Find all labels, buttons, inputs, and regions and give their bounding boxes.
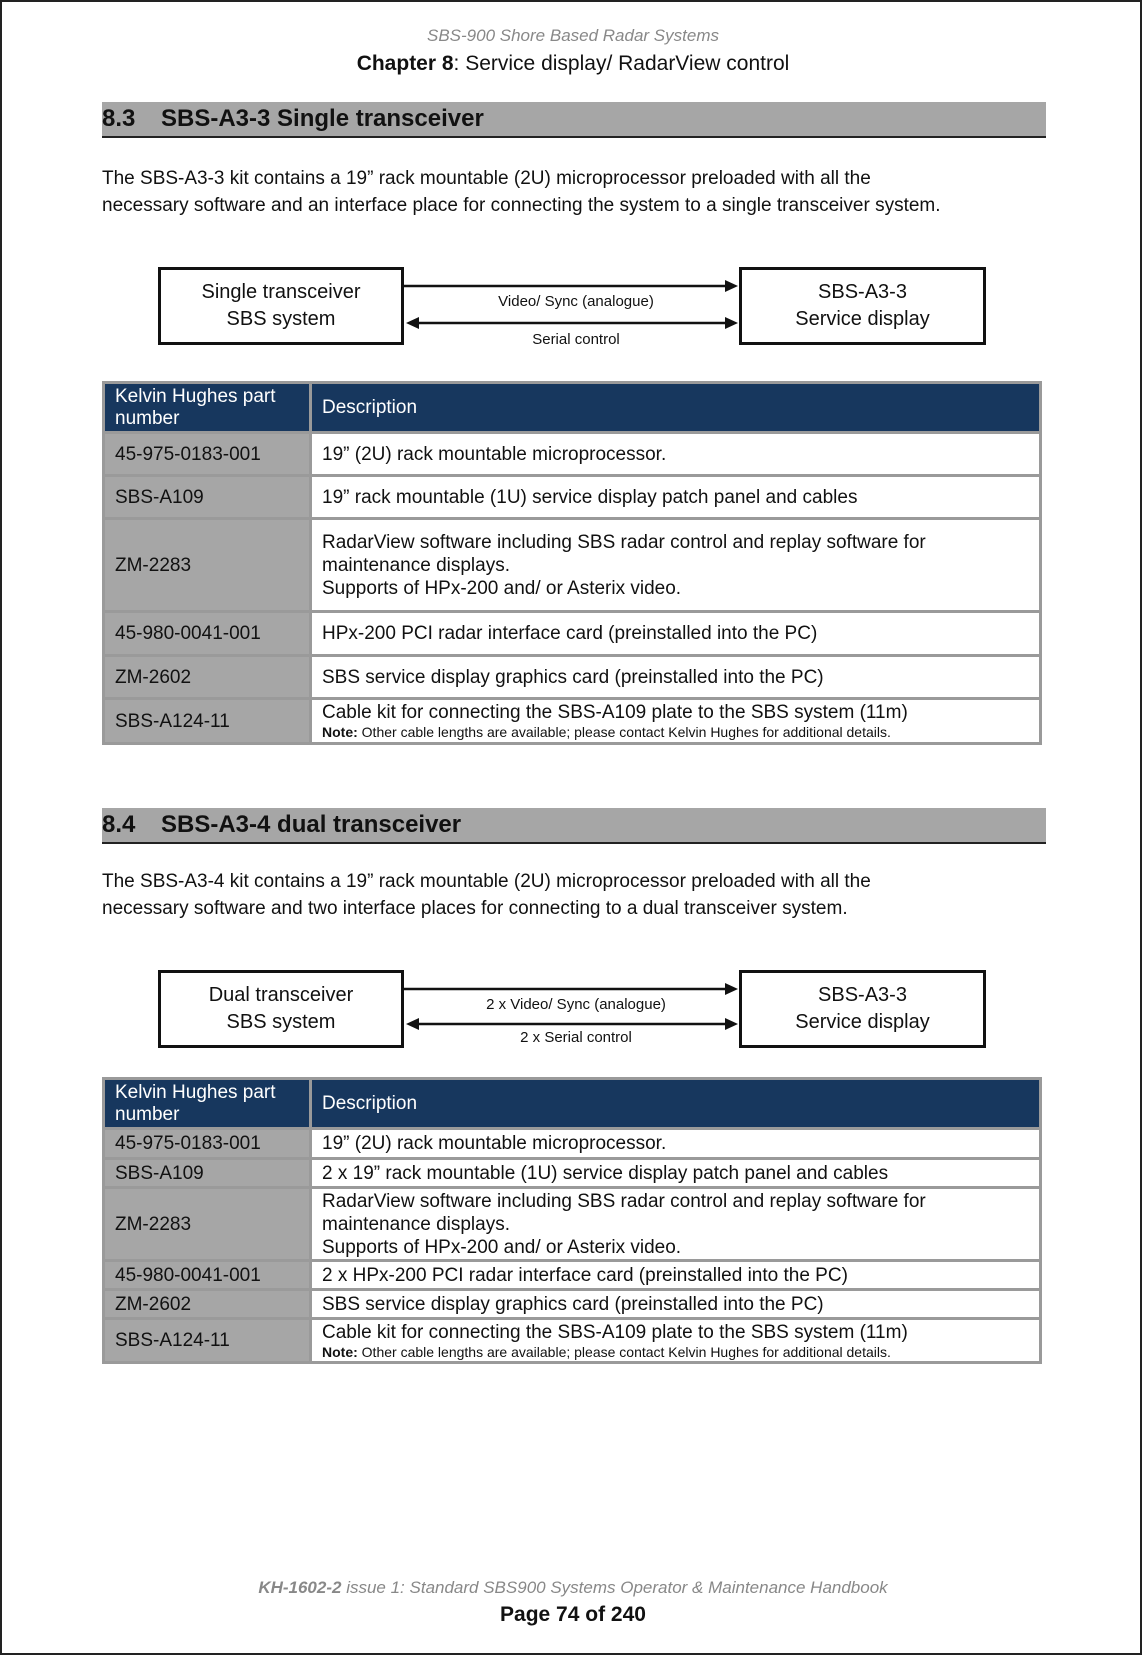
description-line: RadarView software including SBS radar control and replay software for <box>322 531 926 553</box>
table-row <box>104 1319 1041 1363</box>
table-row <box>104 612 1041 656</box>
box-line: Service display <box>795 308 930 330</box>
description-cell: 2 x HPx-200 PCI radar interface card (preinstalled into the PC) <box>311 1261 1041 1290</box>
description-line: maintenance displays. <box>322 554 510 576</box>
description-line: maintenance displays. <box>322 1213 510 1235</box>
description-line: Cable kit for connecting the SBS-A109 plate to the SBS system (11m) <box>322 702 908 723</box>
link-label-video: Video/ Sync (analogue) <box>498 293 654 310</box>
doc-code: KH-1602-2 <box>258 1578 342 1597</box>
description-cell: 19” (2U) rack mountable microprocessor. <box>311 1129 1041 1159</box>
section-8-3-intro <box>102 165 1052 219</box>
box-line: Dual transceiver <box>208 984 354 1006</box>
description-cell: 19” rack mountable (1U) service display patch panel and cables <box>311 476 1041 519</box>
description-line: RadarView software including SBS radar control and replay software for <box>322 1190 926 1212</box>
intro-line: The SBS-A3-3 kit contains a 19” rack mountable (2U) microprocessor preloaded with all the <box>102 168 871 189</box>
header-description: Description <box>311 1079 1041 1129</box>
part-number-cell: 45-980-0041-001 <box>104 612 311 656</box>
arrowhead-icon <box>725 280 738 292</box>
description-cell: 19” (2U) rack mountable microprocessor. <box>311 433 1041 476</box>
box-line: Service display <box>795 1011 930 1033</box>
table-row <box>104 699 1041 744</box>
link-label-serial: Serial control <box>532 331 620 348</box>
diagram-box-service-display <box>739 970 986 1048</box>
table-row <box>104 1261 1041 1290</box>
table-header-row <box>104 1079 1041 1129</box>
section-title: SBS-A3-4 dual transceiver <box>161 811 462 838</box>
part-number-cell: 45-975-0183-001 <box>104 433 311 476</box>
description-cell: SBS service display graphics card (preinstalled into the PC) <box>311 1290 1041 1319</box>
description-cell <box>311 519 1041 612</box>
header-part-number: Kelvin Hughes part number <box>104 383 311 433</box>
section-heading-8-4 <box>102 808 1046 844</box>
diagram-box-transceiver <box>158 970 404 1048</box>
parts-table-8-3 <box>102 381 1042 745</box>
description-line: Cable kit for connecting the SBS-A109 plate to the SBS system (11m) <box>322 1321 908 1343</box>
running-title: SBS-900 Shore Based Radar Systems <box>427 26 719 45</box>
link-label-serial: 2 x Serial control <box>520 1029 632 1046</box>
intro-line: necessary software and two interface places for connecting to a dual transceiver system. <box>102 898 848 919</box>
footer-reference <box>2 1578 1142 1598</box>
cable-note <box>322 1344 1029 1361</box>
note-text: Other cable lengths are available; please contact Kelvin Hughes for additional details. <box>361 724 891 740</box>
intro-line: necessary software and an interface place for connecting the system to a single transceiver system. <box>102 195 941 216</box>
description-cell: HPx-200 PCI radar interface card (preinstalled into the PC) <box>311 612 1041 656</box>
section-title: SBS-A3-3 Single transceiver <box>161 105 484 132</box>
arrowhead-icon <box>406 317 419 329</box>
description-cell <box>311 1319 1041 1363</box>
parts-table-8-4 <box>102 1077 1042 1364</box>
table-row <box>104 1290 1041 1319</box>
note-label: Note: <box>322 724 358 740</box>
table-row <box>104 1188 1041 1261</box>
description-cell <box>311 699 1041 744</box>
part-number-cell: SBS-A109 <box>104 476 311 519</box>
chapter-title: : Service display/ RadarView control <box>453 52 790 75</box>
intro-line: The SBS-A3-4 kit contains a 19” rack mountable (2U) microprocessor preloaded with all the <box>102 871 871 892</box>
box-line: SBS system <box>226 308 336 330</box>
note-text: Other cable lengths are available; please contact Kelvin Hughes for additional details. <box>361 1343 891 1360</box>
table-row <box>104 476 1041 519</box>
chapter-heading <box>2 52 1142 76</box>
table-row <box>104 1159 1041 1188</box>
part-number-cell: ZM-2602 <box>104 1290 311 1319</box>
arrowhead-icon <box>725 317 738 329</box>
section-heading-8-3 <box>102 102 1046 138</box>
section-number: 8.3 <box>102 105 136 132</box>
header-description: Description <box>311 383 1041 433</box>
part-number-cell: 45-980-0041-001 <box>104 1261 311 1290</box>
table-row <box>104 656 1041 699</box>
description-line: Supports of HPx-200 and/ or Asterix video. <box>322 1236 682 1258</box>
box-line: SBS system <box>226 1011 336 1033</box>
part-number-cell: ZM-2283 <box>104 519 311 612</box>
link-label-video: 2 x Video/ Sync (analogue) <box>486 996 666 1013</box>
description-cell: SBS service display graphics card (preinstalled into the PC) <box>311 656 1041 699</box>
table-row <box>104 1129 1041 1159</box>
section-number: 8.4 <box>102 811 136 838</box>
part-number-cell: SBS-A124-11 <box>104 1319 311 1363</box>
arrowhead-icon <box>725 983 738 995</box>
part-number-cell: ZM-2602 <box>104 656 311 699</box>
section-8-4-intro <box>102 868 1052 922</box>
part-number-cell: SBS-A109 <box>104 1159 311 1188</box>
doc-title: issue 1: Standard SBS900 Systems Operator & Maintenance Handbook <box>341 1578 888 1597</box>
cable-note <box>322 724 1029 741</box>
part-number-cell: ZM-2283 <box>104 1188 311 1261</box>
description-line: Supports of HPx-200 and/ or Asterix video. <box>322 577 682 599</box>
box-line: SBS-A3-3 <box>818 281 907 303</box>
page-number: Page 74 of 240 <box>500 1603 646 1626</box>
diagram-box-service-display <box>739 267 986 345</box>
box-line: Single transceiver <box>201 281 361 303</box>
chapter-label: Chapter 8 <box>356 52 454 75</box>
note-label: Note: <box>322 1343 358 1360</box>
table-row <box>104 519 1041 612</box>
part-number-cell: SBS-A124-11 <box>104 699 311 744</box>
description-cell <box>311 1188 1041 1261</box>
part-number-cell: 45-975-0183-001 <box>104 1129 311 1159</box>
description-cell: 2 x 19” rack mountable (1U) service display patch panel and cables <box>311 1159 1041 1188</box>
header-part-number: Kelvin Hughes part number <box>104 1079 311 1129</box>
diagram-box-transceiver <box>158 267 404 345</box>
table-header-row <box>104 383 1041 433</box>
box-line: SBS-A3-3 <box>818 984 907 1006</box>
table-row <box>104 433 1041 476</box>
